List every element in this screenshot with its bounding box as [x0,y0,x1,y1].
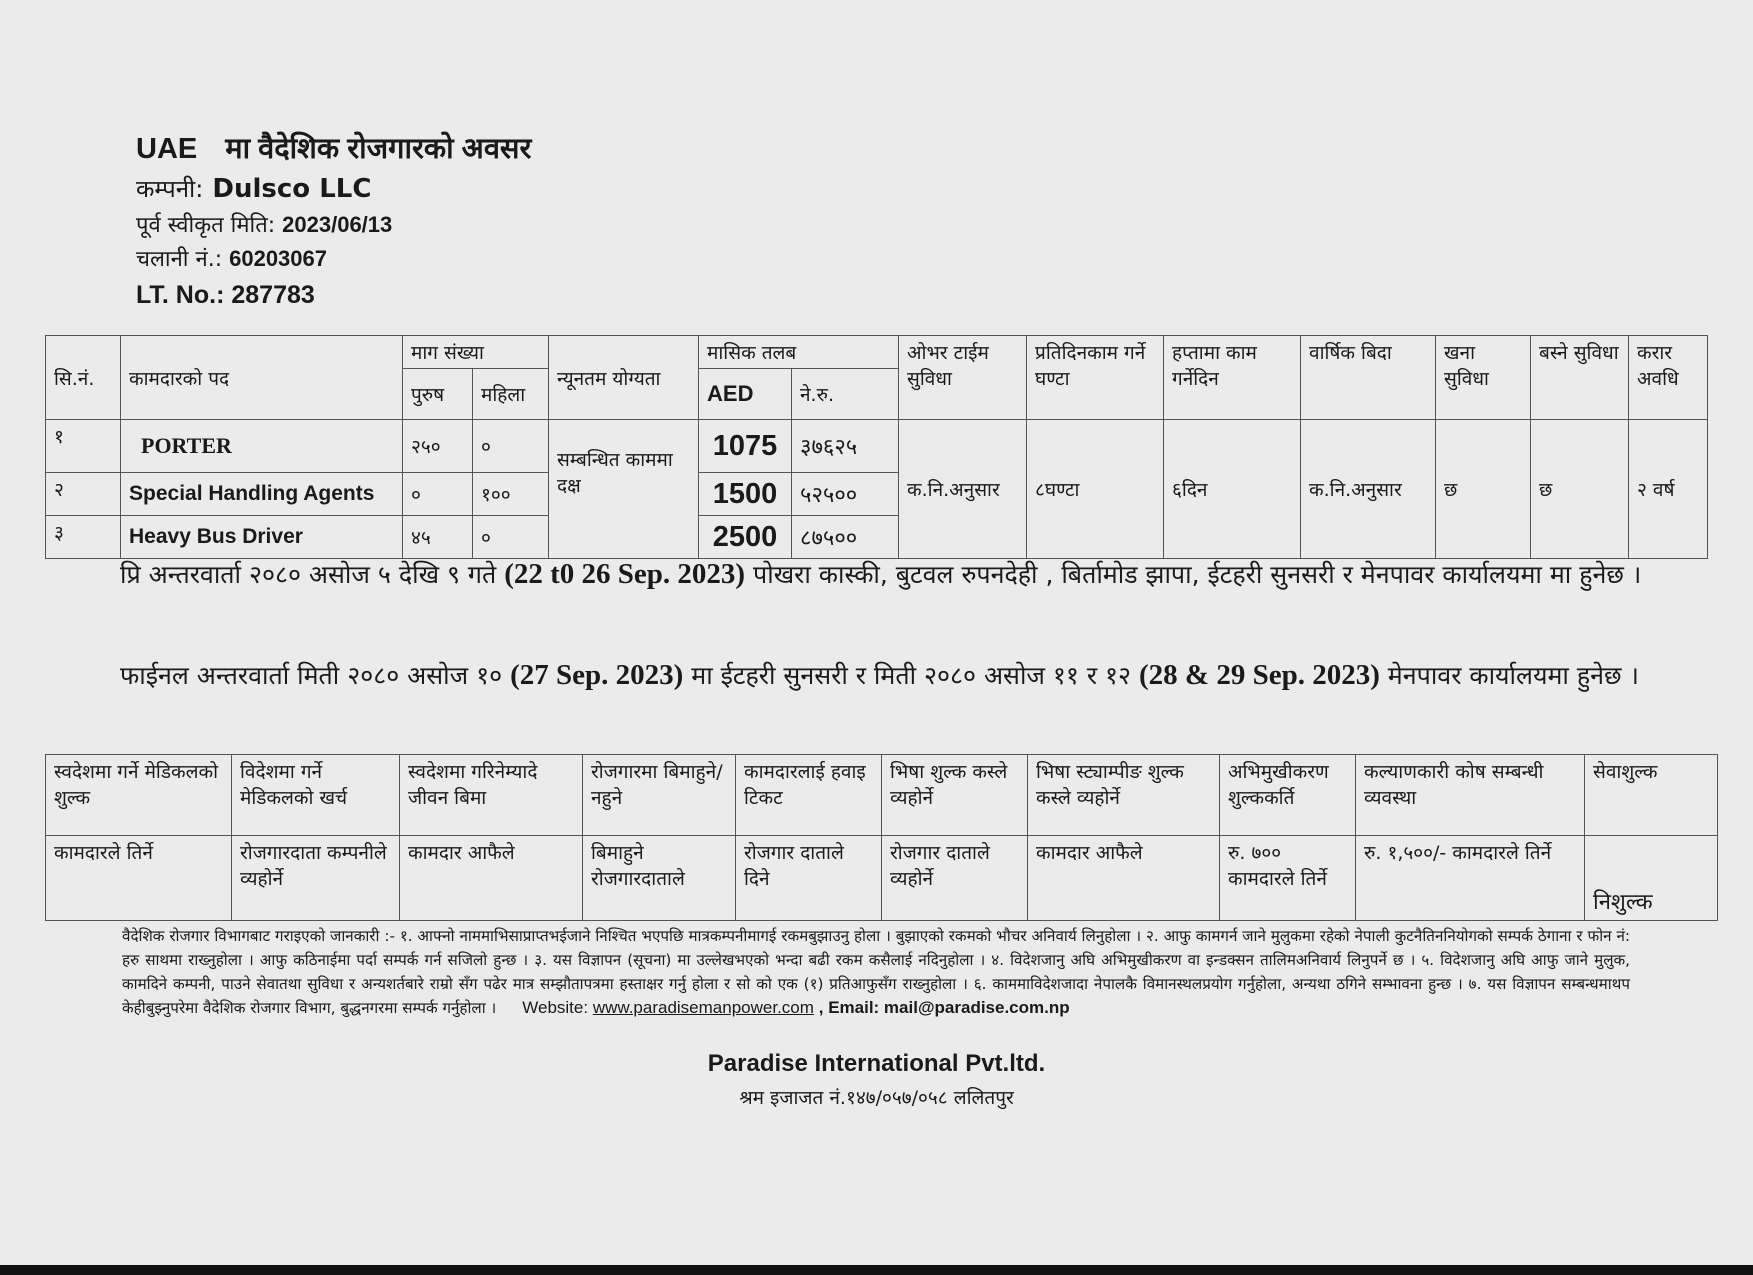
lt-no: 287783 [231,281,315,309]
header-contract: करार अवधि [1629,336,1708,420]
header-position: कामदारको पद [121,336,403,420]
row-female: ० [473,516,549,559]
header-npr: ने.रु. [792,369,899,420]
row-female: ० [473,420,549,473]
cost-value-cell: कामदार आफैले [400,836,583,921]
cost-header-cell: स्वदेशमा गर्ने मेडिकलको शुल्क [46,755,232,836]
website-label: Website: [522,998,589,1017]
cost-header-cell: भिषा स्ट्याम्पीङ शुल्क कस्ले व्यहोर्ने [1028,755,1220,836]
header-annual-leave: वार्षिक बिदा [1301,336,1436,420]
cost-header-row [46,755,1718,836]
row-aed: 2500 [699,516,792,559]
cost-value-cell: कामदार आफैले [1028,836,1220,921]
dispatch-label: चलानी नं.: [136,247,223,272]
qualification-cell: सम्बन्धित काममा दक्ष [549,420,699,559]
final-interview-text-1: फाईनल अन्तरवार्ता मिती २०८० असोज १० [120,661,511,690]
cost-value-cell: कामदारले तिर्ने [46,836,232,921]
cost-value-row [46,836,1718,921]
row-aed: 1075 [699,420,792,473]
cost-header-cell: अभिमुखीकरण शुल्ककर्ति [1220,755,1356,836]
row-sn: ३ [46,516,121,559]
cost-value-cell: रु. ७०० कामदारले तिर्ने [1220,836,1356,921]
title-text: मा वैदेशिक रोजगारको अवसर [225,133,532,165]
header-sn: सि.नं. [46,336,121,420]
weekly-days-cell: ६दिन [1164,420,1301,559]
final-interview-notice [120,653,1680,698]
country: UAE [136,133,198,165]
header-food: खना सुविधा [1436,336,1531,420]
service-fee-value: निशुल्क [1585,836,1718,921]
cost-value-cell: रु. १,५००/- कामदारले तिर्ने [1356,836,1585,921]
row-female: १०० [473,473,549,516]
company-name: Dulsco LLC [212,174,372,204]
cost-value-cell: रोजगार दाताले व्यहोर्ने [882,836,1028,921]
cost-value-cell: बिमाहुने रोजगारदाताले [583,836,736,921]
lt-line [136,276,531,314]
approval-label: पूर्व स्वीकृत मिति: [136,213,276,238]
cost-header-cell: स्वदेशमा गरिनेम्यादे जीवन बिमा [400,755,583,836]
website-link[interactable]: www.paradisemanpower.com [592,998,814,1017]
food-cell: छ [1436,420,1531,559]
company-label: कम्पनी: [136,175,204,203]
table-row [46,420,1708,473]
header-accommodation: बस्ने सुविधा [1531,336,1629,420]
header-salary: मासिक तलब [699,336,899,369]
cost-value-cell: रोजगारदाता कम्पनीले व्यहोर्ने [232,836,400,921]
final-interview-text-2: मा ईटहरी सुनसरी र मिती २०८० असोज ११ र १२ [683,661,1139,690]
pre-interview-date: (22 t0 26 Sep. 2023) [504,558,746,590]
row-aed: 1500 [699,473,792,516]
header-qualification: न्यूनतम योग्यता [549,336,699,420]
cost-value-cell: रोजगार दाताले दिने [736,836,882,921]
dispatch-line [136,242,531,276]
row-male: ० [403,473,473,516]
final-interview-date-1: (27 Sep. 2023) [510,659,684,691]
header-aed: AED [699,369,792,420]
page-title [136,128,531,170]
row-npr: ८७५०० [792,516,899,559]
approval-line [136,208,531,242]
header [136,128,531,314]
row-npr: ३७६२५ [792,420,899,473]
department-notice [122,924,1630,1020]
annual-leave-cell: क.नि.अनुसार [1301,420,1436,559]
pre-interview-text-1: प्रि अन्तरवार्ता २०८० असोज ५ देखि ९ गते [120,560,497,589]
agency-license: श्रम इजाजत नं.१४७/०५७/०५८ ललितपुर [739,1087,1014,1109]
cost-header-cell: रोजगारमा बिमाहुने/नहुने [583,755,736,836]
header-female: महिला [473,369,549,420]
pre-interview-notice [120,552,1680,597]
row-position: Special Handling Agents [121,473,403,516]
row-position: PORTER [121,420,403,473]
final-interview-date-2: (28 & 29 Sep. 2023) [1139,659,1380,691]
header-overtime: ओभर टाईम सुविधा [899,336,1027,420]
cost-table [45,754,1718,921]
cost-header-cell: कामदारलाई हवाइ टिकट [736,755,882,836]
row-position: Heavy Bus Driver [121,516,403,559]
cost-header-cell: भिषा शुल्क कस्ले व्यहोर्ने [882,755,1028,836]
scan-edge [0,1265,1753,1275]
email-text: , Email: mail@paradise.com.np [818,998,1070,1017]
notice-text: वैदेशिक रोजगार विभागबाट गराइएको जानकारी :- १. आफ्नो नाममाभिसाप्राप्तभईजाने निश्चित भएपछि मात्रकम्पनीमागई रकमबुझाउनु होला । बुझाएको रकमको भौचर अनिवार्य लिनुहोला । २. आफु कामगर्न जाने मुलुकमा रहेको नेपाली कुटनैतिननियोगको सम्पर्क ठेगाना र फोन नं: हरु साथमा राख्नुहोला । आफु कठिनाईमा पर्दा सम्पर्क गर्न सजिलो हुन्छ । ३. यस विज्ञापन (सूचना) मा उल्लेखभएको भन्दा बढी रकम कसैलाई नदिनुहोला । ४. विदेशजानु अघि अभिमुखीकरण वा इन्डक्सन तालिमअनिवार्य लिनुपर्ने छ । ५. विदेशजानु अघि आफु जाने मुलुक, कामदिने कम्पनी, पाउने सेवातथा सुविधा र अन्यशर्तबारे राम्रो सँग पढेर मात्र सम्झौतापत्रमा हस्ताक्षर गर्नु होला र सो को एक (१) प्रतिआफुसँग राख्नुहोला । ६. काममाविदेशजादा नेपालकै विमानस्थलप्रयोग गर्नुहोला, अन्यथा ठगिने सम्भावना हुन्छ । ७. यस विज्ञापन सम्बन्धमाथप केहीबुझ्नुपरेमा वैदेशिक रोजगार विभाग, बुद्धनगरमा सम्पर्क गर्नुहोला । [122,927,1630,1017]
jobs-header-row-1 [46,336,1708,369]
dispatch-no: 60203067 [229,246,327,271]
row-male: ४५ [403,516,473,559]
lt-label: LT. No.: [136,281,225,309]
header-weekly-days: हप्तामा काम गर्नेदिन [1164,336,1301,420]
overtime-cell: क.नि.अनुसार [899,420,1027,559]
header-demand: माग संख्या [403,336,549,369]
header-daily-hours: प्रतिदिनकाम गर्ने घण्टा [1027,336,1164,420]
jobs-table [45,335,1708,559]
pre-interview-text-2: पोखरा कास्की, बुटवल रुपनदेही , बिर्तामोड झापा, ईटहरी सुनसरी र मेनपावर कार्यालयमा मा हुनेछ । [753,560,1642,589]
agency-name: Paradise International Pvt.ltd. [707,1050,1046,1077]
row-sn: १ [46,420,121,473]
accommodation-cell: छ [1531,420,1629,559]
header-male: पुरुष [403,369,473,420]
cost-header-cell: कल्याणकारी कोष सम्बन्धी व्यवस्था [1356,755,1585,836]
contract-cell: २ वर्ष [1629,420,1708,559]
approval-date: 2023/06/13 [282,212,393,237]
final-interview-text-3: मेनपावर कार्यालयमा हुनेछ । [1379,661,1639,690]
company-line [136,170,531,208]
row-sn: २ [46,473,121,516]
cost-header-cell: सेवाशुल्क [1585,755,1718,836]
cost-header-cell: विदेशमा गर्ने मेडिकलको खर्च [232,755,400,836]
row-npr: ५२५०० [792,473,899,516]
daily-hours-cell: ८घण्टा [1027,420,1164,559]
row-male: २५० [403,420,473,473]
website-line [522,998,814,1017]
